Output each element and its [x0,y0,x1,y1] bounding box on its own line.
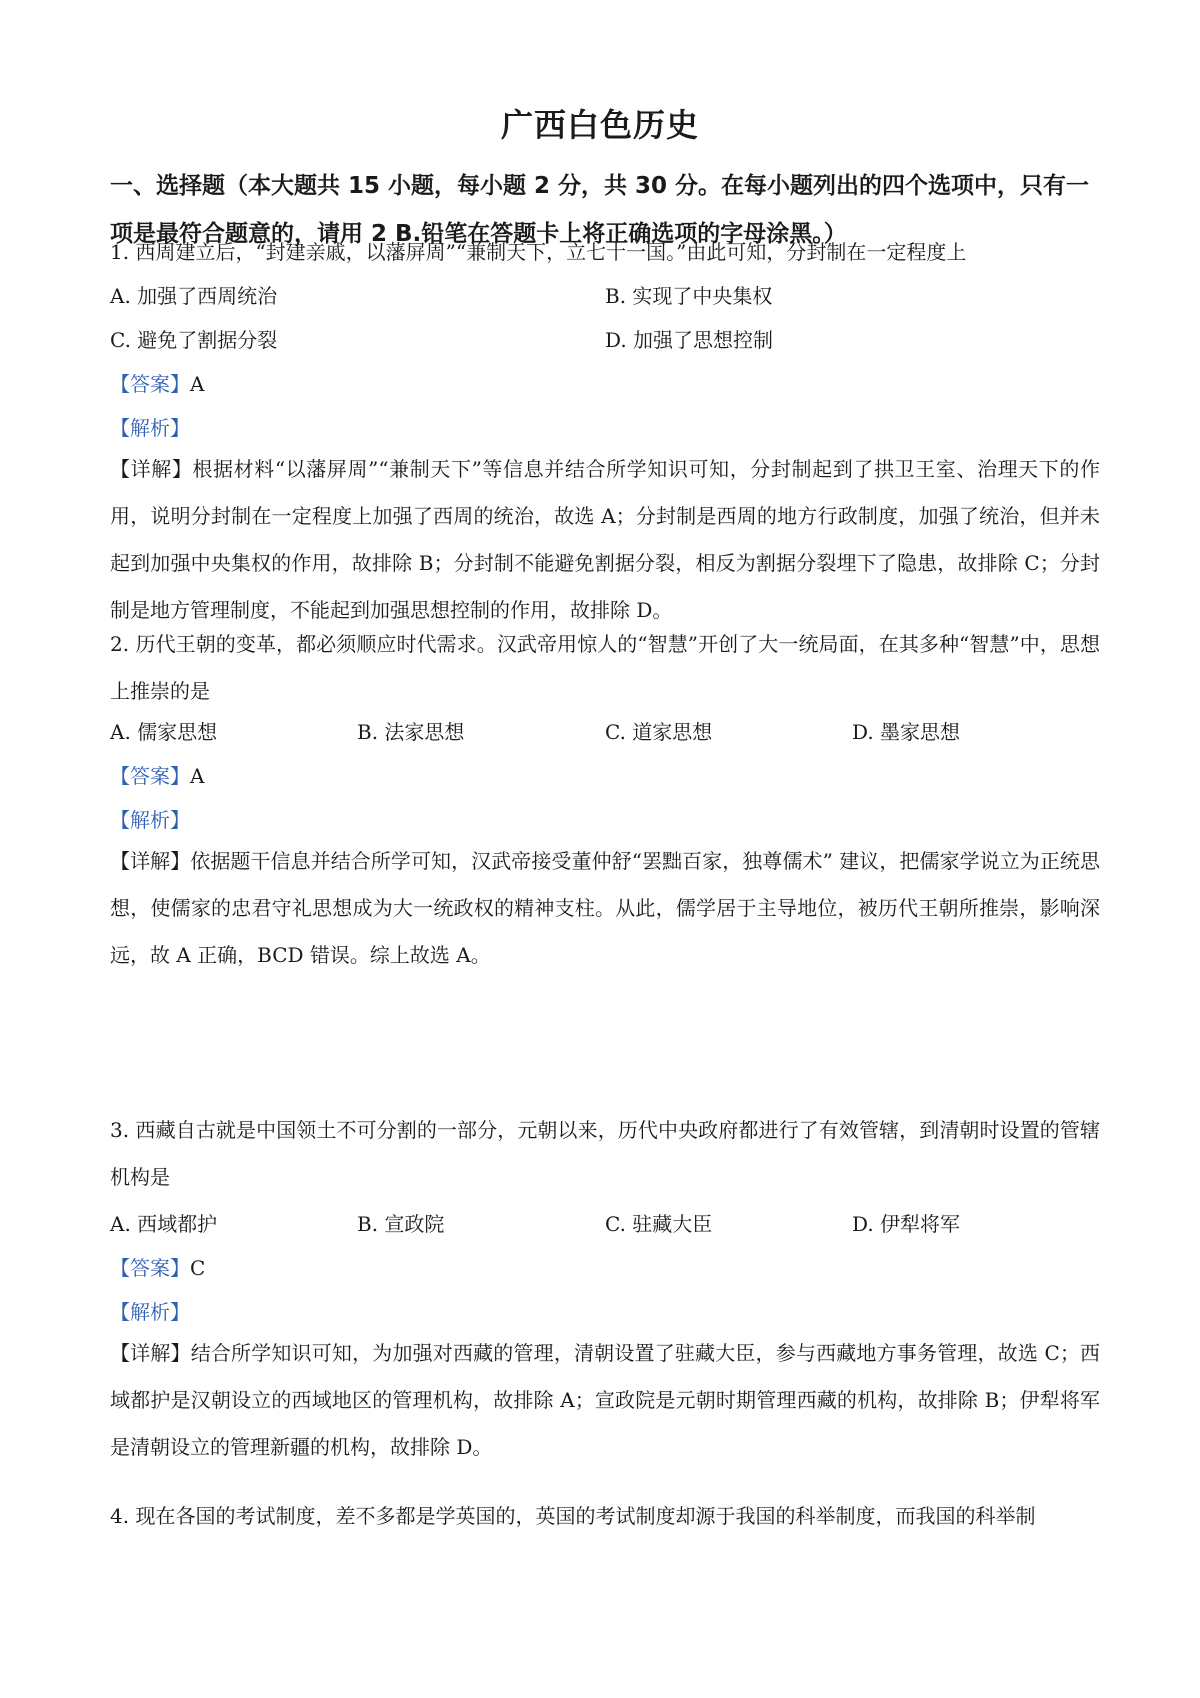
detail-text: 依据题干信息并结合所学可知，汉武帝接受董仲舒“罢黜百家，独尊儒术” 建议，把儒家学说立为正统思想，使儒家的忠君守礼思想成为大一统政权的精神支柱。从此，儒学居于主导地位，被历代王朝所推崇，影响深远，故 A 正确，BCD 错误。综上故选 A。 [110,849,1100,967]
question-1-option-d: D. 加强了思想控制 [605,328,774,352]
question-2-detail [110,838,1100,979]
answer-value: A [190,764,205,788]
answer-value: A [190,372,205,396]
question-3-option-a: A. 西域都护 [110,1212,218,1236]
question-3-option-c: C. 驻藏大臣 [605,1212,713,1236]
answer-label: 【答案】 [110,1256,190,1280]
detail-text: 结合所学知识可知，为加强对西藏的管理，清朝设置了驻藏大臣，参与西藏地方事务管理，故选 C；西域都护是汉朝设立的西域地区的管理机构，故排除 A；宣政院是元朝时期管理西藏的机构，故排除 B；伊犁将军是清朝设立的管理新疆的机构，故排除 D。 [110,1341,1100,1459]
question-2-option-c: C. 道家思想 [605,720,713,744]
question-2-analysis [110,806,190,834]
question-1-stem: 1. 西周建立后，“封建亲戚，以藩屏周”“兼制天下，立七十一国。”由此可知，分封制在一定程度上 [110,240,967,264]
detail-label: 【详解】 [110,849,191,873]
answer-label: 【答案】 [110,764,190,788]
question-3-answer [110,1254,205,1282]
question-3-option-b: B. 宣政院 [357,1212,445,1236]
detail-label: 【详解】 [110,457,193,481]
analysis-label: 【解析】 [110,1300,190,1324]
question-4-stem: 4. 现在各国的考试制度，差不多都是学英国的，英国的考试制度却源于我国的科举制度，而我国的科举制 [110,1504,1036,1528]
detail-text: 根据材料“以藩屏周”“兼制天下”等信息并结合所学知识可知，分封制起到了拱卫王室、治理天下的作用，说明分封制在一定程度上加强了西周的统治，故选 A；分封制是西周的地方行政制度，加强了统治，但并未起到加强中央集权的作用，故排除 B；分封制不能避免割据分裂，相反为割据分裂埋下了隐患，故排除 C；分封制是地方管理制度，不能起到加强思想控制的作用，故排除 D。 [110,457,1101,622]
question-3-detail [110,1330,1100,1471]
question-1-option-c: C. 避免了割据分裂 [110,328,278,352]
answer-value: C [190,1256,206,1280]
question-3-stem: 3. 西藏自古就是中国领土不可分割的一部分，元朝以来，历代中央政府都进行了有效管辖，到清朝时设置的管辖机构是 [110,1118,1100,1189]
question-3-option-d: D. 伊犁将军 [852,1212,961,1236]
analysis-label: 【解析】 [110,808,190,832]
question-2-option-a: A. 儒家思想 [110,720,218,744]
question-1-option-a: A. 加强了西周统治 [110,284,278,308]
detail-label: 【详解】 [110,1341,191,1365]
question-2-answer [110,762,204,790]
question-2-stem: 2. 历代王朝的变革，都必须顺应时代需求。汉武帝用惊人的“智慧”开创了大一统局面，在其多种“智慧”中，思想上推崇的是 [110,632,1100,703]
page-title: 广西白色历史 [500,106,699,144]
question-2-option-b: B. 法家思想 [357,720,465,744]
question-1-answer [110,370,204,398]
section-heading: 一、选择题（本大题共 15 小题，每小题 2 分，共 30 分。在每小题列出的四个选项中，只有一项是最符合题意的，请用 2 B.铅笔在答题卡上将正确选项的字母涂黑。） [110,173,1090,247]
analysis-label: 【解析】 [110,416,190,440]
answer-label: 【答案】 [110,372,190,396]
question-1-option-b: B. 实现了中央集权 [605,284,773,308]
question-1-detail [110,446,1100,634]
question-3-analysis [110,1298,190,1326]
question-2-option-d: D. 墨家思想 [852,720,961,744]
question-1-analysis [110,414,190,442]
